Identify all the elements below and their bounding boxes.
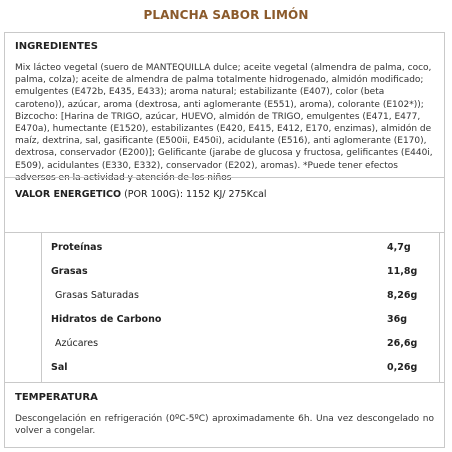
nutrient-name: Azúcares xyxy=(55,338,99,349)
ingredients-heading: INGREDIENTES xyxy=(15,41,98,52)
energy-section xyxy=(5,189,444,200)
divider xyxy=(5,177,444,178)
info-table xyxy=(4,32,445,448)
nutrient-value: 8,26g xyxy=(387,290,418,301)
ingredients-text: Mix lácteo vegetal (suero de MANTEQUILLA dulce; aceite vegetal (almendra de palma, coco, palma, colza); aceite de almendra de palma totalmente hidrogenado, almidón modificado; emulgentes (E472b, E435, E433); aroma natural; estabilizante (E407), color (beta caroteno)), azúcar, aroma (dextrosa, anti aglomerante (E551), aroma), colorante (E102*)); Bizcocho: [Harina de TRIGO, azúcar, HUEVO, almidón de TRIGO, emulgentes (E471, E477, E470a), humectante (E1520), estabilizantes (E420, E415, E412, E170, enzimas), almidón de maíz, dextrina, sal, gasificante (E500ii, E450i), acidulante (E516), anti aglomerante (E170), dextrosa, conservador (E200)]; Gelificante (jarabe de glucosa y fructosa, gelificantes (E440i, E509), acidulantes (E330, E332), conservador (E202), aromas). *Puede tener efectos adversos en la actividad y atención de los niños xyxy=(15,63,433,183)
energy-label: VALOR ENERGETICO xyxy=(15,189,122,200)
temperature-text: Descongelación en refrigeración (0ºC-5ºC) aproximadamente 6h. Una vez descongelado no volver a congelar. xyxy=(15,414,434,437)
divider xyxy=(5,382,444,383)
nutrient-name: Proteínas xyxy=(51,242,103,253)
ingredients-section xyxy=(5,41,444,184)
nutrient-name: Hidratos de Carbono xyxy=(51,314,162,325)
nutrient-name: Grasas xyxy=(51,266,88,277)
nutrient-name: Grasas Saturadas xyxy=(55,290,139,301)
column-line xyxy=(439,232,440,382)
energy-detail: (POR 100G): 1152 KJ/ 275Kcal xyxy=(121,189,267,200)
divider xyxy=(5,232,444,233)
nutrient-value: 11,8g xyxy=(387,266,418,277)
nutrient-value: 4,7g xyxy=(387,242,411,253)
nutrient-value: 0,26g xyxy=(387,362,418,373)
product-title: PLANCHA SABOR LIMÓN xyxy=(143,8,309,22)
temperature-section xyxy=(5,392,444,437)
nutrient-name: Sal xyxy=(51,362,68,373)
temperature-heading: TEMPERATURA xyxy=(15,392,98,403)
column-line xyxy=(41,232,42,382)
nutrient-value: 36g xyxy=(387,314,408,325)
nutrient-value: 26,6g xyxy=(387,338,418,349)
